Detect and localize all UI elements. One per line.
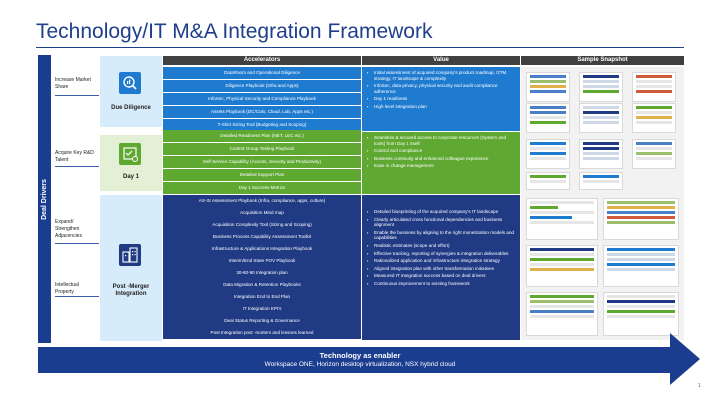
snapshot-thumbnail [526, 139, 570, 169]
stage-label-due-diligence: Due Diligence [111, 105, 151, 111]
value-item: ▪ InfoSec, data privacy, physical security and audit compliance adherence [374, 83, 516, 94]
header-value: Value [362, 56, 520, 65]
value-item: ▪ Ease in change management [374, 163, 516, 169]
accelerator-row: T-Shirt Sizing Tool (Budgeting and Scoping) [163, 119, 361, 131]
accelerator-row: Detailed Support Plan [163, 169, 361, 181]
value-item: ▪ Continuous improvement to existing framework [374, 281, 516, 287]
page-number: 1 [698, 383, 701, 389]
snapshot-thumbnail [603, 245, 679, 287]
accelerator-row: Detailed Readiness Plan (NET, LEC etc.) [163, 130, 361, 142]
accelerator-row: InfoSec, Physical Security and Compliance Playbook [163, 93, 361, 105]
value-box-pmi [362, 195, 520, 340]
value-item: ▪ Clearly articulated cross functional dependencies and business alignment [374, 217, 516, 228]
snapshot-thumbnail [526, 198, 598, 240]
accelerator-row: AS-IS Assessment Playbook (Infra, compliance, apps, culture) [163, 195, 361, 207]
deal-drivers-label: Deal Drivers [41, 178, 49, 220]
accelerator-row: Post Integration post -mortem and lessons learned [163, 327, 361, 339]
accelerator-row: Control Group Testing Playbook [163, 143, 361, 155]
accelerator-row: 30-60-90 Integration plan [163, 267, 361, 279]
buildings-icon [119, 244, 141, 266]
snapshot-thumbnail [632, 103, 676, 133]
value-box-due-diligence [362, 67, 520, 131]
stage-label-pmi: Post -Merger Integration [112, 284, 150, 297]
stage-label-day1: Day 1 [122, 174, 139, 180]
accelerator-row: Business Process Capability Assessment Toolkit [163, 231, 361, 243]
footer-title: Technology as enabler [319, 351, 401, 360]
snapshot-thumbnail [526, 72, 570, 102]
accelerator-row: Acquisition Complexity Tool (Sizing and Scoping) [163, 219, 361, 231]
snapshot-thumbnail [632, 139, 676, 169]
value-item: ▪ Detailed blueprinting of the acquired company's IT landscape [374, 209, 516, 215]
driver-intellectual-property: Intellectual Property [55, 282, 79, 295]
driver-expand-adjacencies: Expand/ Strengthen Adjacencies [55, 219, 82, 239]
stage-pmi-bg [100, 195, 162, 341]
page-title: Technology/IT M&A Integration Framework [36, 20, 433, 43]
driver-divider [55, 166, 99, 167]
driver-increase-market-share: Increase Market Share [55, 77, 91, 90]
value-item: ▪ Measured IT integration success based on deal drivers [374, 273, 516, 279]
value-item: ▪ Control and compliance [374, 148, 516, 154]
value-item: ▪ Rationalized application and infrastructure integration strategy [374, 258, 516, 264]
accelerator-row: Acquisition Mind map [163, 207, 361, 219]
snapshot-thumbnail [579, 103, 623, 133]
driver-divider [55, 296, 99, 297]
accelerator-row: Self Service Capability (Access, Security and Productivity) [163, 156, 361, 168]
accelerator-row: Data Migration & Retention Playbooks [163, 279, 361, 291]
accelerator-row: IT Integration KPI's [163, 303, 361, 315]
accelerator-row: Infrastructure & Applications Integration Playbook [163, 243, 361, 255]
value-item: ▪ Aligned integration plan with other transformation initiatives [374, 266, 516, 272]
snapshot-thumbnail [526, 292, 598, 336]
accelerator-row: Diligence Playbook (Infra and Apps) [163, 80, 361, 92]
magnifier-chart-icon [119, 72, 141, 94]
snapshot-thumbnail [579, 172, 623, 190]
accelerator-row: DataRoom and Operational Diligence [163, 67, 361, 79]
driver-divider [55, 95, 99, 96]
snapshot-thumbnail [526, 103, 570, 133]
accelerator-row: Deal Status Reporting & Governance [163, 315, 361, 327]
title-divider [36, 47, 684, 48]
snapshot-thumbnail [603, 292, 679, 336]
value-item: ▪ Day 1 readiness [374, 96, 516, 102]
driver-acquire-talent: Acquire Key R&D Talent [55, 150, 94, 163]
snapshot-thumbnail [579, 139, 623, 169]
snapshot-thumbnail [603, 198, 679, 240]
value-item: ▪ Initial assessment of acquired company's product roadmap, GTM strategy, IT landscape & complexity [374, 70, 516, 81]
value-item: ▪ Enable the business by aligning to the right monetization models and capabilities [374, 230, 516, 241]
accelerator-row: Day 1 Success Metrics [163, 182, 361, 194]
value-item: ▪ Business continuity and enhanced colleague experience [374, 156, 516, 162]
value-box-day1 [362, 132, 520, 194]
snapshot-thumbnail [579, 72, 623, 102]
header-sample-snapshot: Sample Snapshot [521, 56, 684, 65]
driver-divider [55, 243, 99, 244]
deal-drivers-label-wrap [38, 55, 51, 343]
header-accelerators: Accelerators [163, 56, 361, 65]
value-item: ▪ High level integration plan [374, 104, 516, 110]
snapshot-thumbnail [526, 172, 570, 190]
snapshot-thumbnail [526, 245, 598, 287]
accelerator-row: Interim/End State POV Playbook [163, 255, 361, 267]
value-item: ▪ Effective tracking, reporting of synergies & integration deliverables [374, 251, 516, 257]
footer-subtitle: Workspace ONE, Horizon desktop virtualization, NSX hybrid cloud [264, 361, 456, 368]
value-item: ▪ Realistic estimates (scope and effort) [374, 243, 516, 249]
accelerator-row: Integration End to End Plan [163, 291, 361, 303]
checklist-gear-icon [119, 143, 141, 165]
value-item: ▪ Seamless & secured access to corporate resources (System and tools) from Day 1 itself [374, 135, 516, 146]
snapshot-thumbnail [632, 72, 676, 102]
accelerator-row: Assets Playbook (DC/Colo, Cloud, Lab, Apps etc.) [163, 106, 361, 118]
